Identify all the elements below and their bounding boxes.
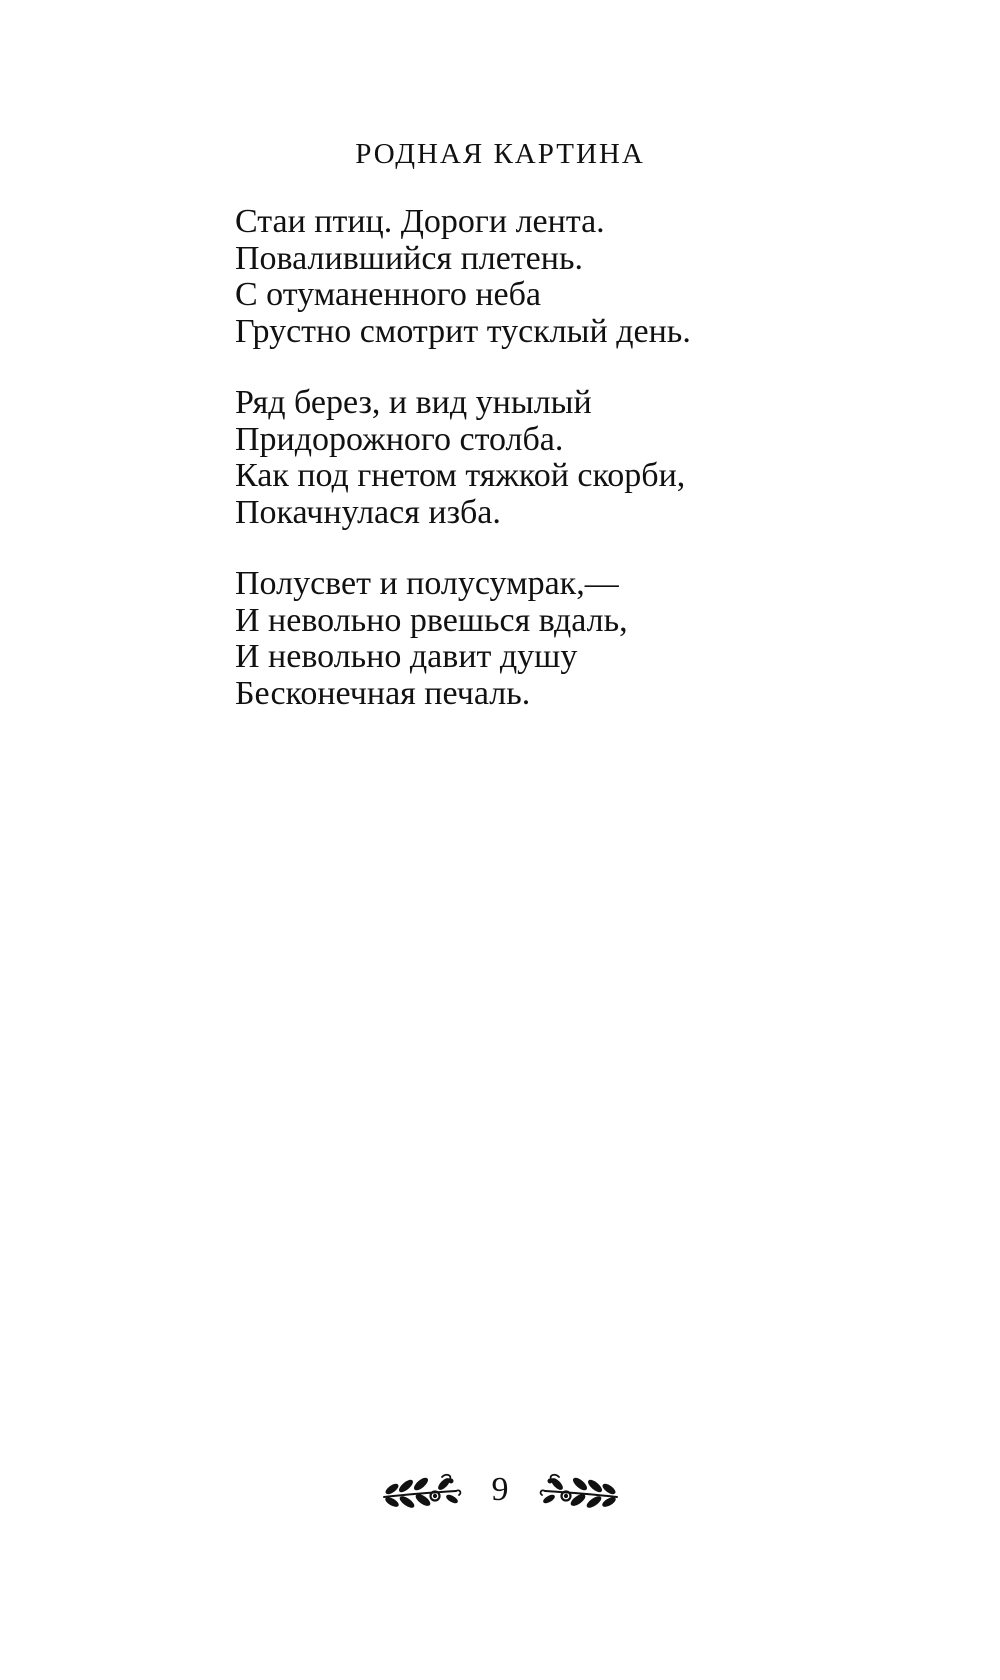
poem-line: Ряд берез, и вид унылый xyxy=(235,384,592,421)
poem-line: И невольно рвешься вдаль, xyxy=(235,601,628,639)
poem-line: С отуманенного неба xyxy=(235,276,542,313)
page-number: 9 xyxy=(491,1471,509,1508)
poem-title: РОДНАЯ КАРТИНА xyxy=(355,138,645,170)
stanza-1 xyxy=(235,204,935,350)
laurel-branch-icon xyxy=(535,1469,621,1511)
poem-line: Как под гнетом тяжкой скорби, xyxy=(235,457,686,494)
poem-line: Бесконечная печаль. xyxy=(235,674,531,712)
poem-line: Покачнулася изба. xyxy=(235,493,501,531)
poem-line: Полусвет и полусумрак,— xyxy=(235,565,619,602)
laurel-branch-icon xyxy=(380,1469,466,1511)
poem-line: Грустно смотрит тусклый день. xyxy=(235,312,691,350)
poem-line: Стаи птиц. Дороги лента. xyxy=(235,203,605,240)
stanza-3 xyxy=(235,566,935,712)
poem-line: Придорожного столба. xyxy=(235,420,564,458)
page-footer xyxy=(0,1462,1000,1518)
poem-body xyxy=(235,204,935,747)
poem-line: Повалившийся плетень. xyxy=(235,239,583,277)
poem-line: И невольно давит душу xyxy=(235,638,578,675)
stanza-2 xyxy=(235,385,935,531)
